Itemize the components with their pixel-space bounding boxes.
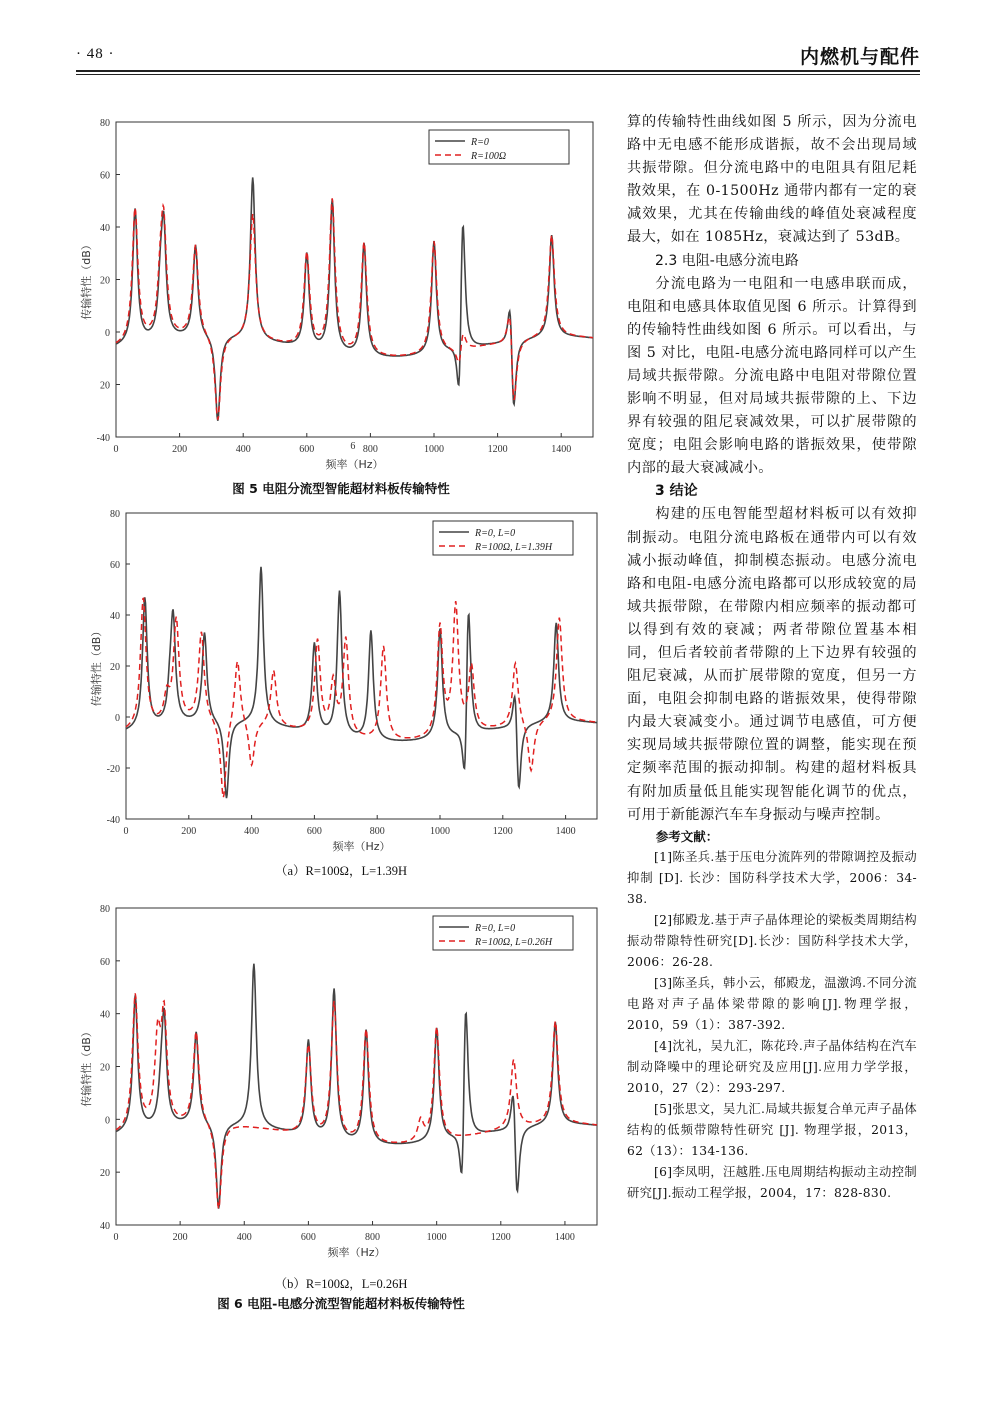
x-tick-label: 600	[306, 826, 322, 837]
legend-label: R=0, L=0	[475, 923, 516, 934]
x-tick-label: 1000	[424, 444, 444, 455]
series-1	[116, 964, 597, 1209]
x-tick-label: 200	[172, 1232, 188, 1243]
y-tick-label: 80	[110, 509, 120, 520]
section-3-heading: 3 结论	[655, 483, 698, 500]
y-tick-label: 20	[100, 380, 110, 392]
y-axis-label: 传输特性（dB）	[90, 625, 103, 707]
legend-label: R=100Ω, L=0.26H	[475, 937, 553, 948]
x-tick-label: 400	[235, 444, 251, 455]
x-tick-label: 600	[300, 1232, 316, 1243]
x-tick-label: 400	[244, 826, 260, 837]
figure-6b-subcaption: （b）R=100Ω，L=0.26H	[274, 1277, 408, 1291]
series-1	[116, 177, 593, 420]
y-tick-label: 60	[100, 170, 110, 182]
series-2	[126, 598, 597, 797]
reference-6: [6]李凤明，汪越胜.压电周期结构振动主动控制研究[J].振动工程学报，2004，17：828-830.	[627, 1164, 917, 1200]
legend-label: R=100Ω	[471, 151, 507, 162]
y-tick-label: 20	[100, 275, 110, 287]
x-tick-label: 800	[365, 1232, 381, 1243]
paragraph-2: 分流电路为一电阻和一电感串联而成，电阻和电感具体取值见图 6 所示。计算得到的传输特性曲线如图 6 所示。可以看出，与图 5 对比，电阻-电感分流电路同样可以产生局域共振带隙。分流电路中电阻对带隙位置影响不明显，但对局域共振带隙的上、下边界有较强的阻尼衰减效果，可以扩展带隙的宽度；电阻会影响电路的谐振效果，使带隙内部的最大衰减减小。	[627, 275, 917, 477]
journal-name: 内燃机与配件	[799, 46, 920, 68]
series-line	[116, 177, 593, 420]
series-line	[116, 993, 597, 1208]
y-tick-label: -40	[106, 815, 120, 826]
series-line	[126, 567, 597, 798]
figure-5-chart	[76, 112, 606, 474]
figure-6b-chart	[76, 898, 606, 1270]
reference-3: [3]陈圣兵，韩小云，郁殿龙，温激鸿.不同分流电路对声子晶体梁带隙的影响[J].物理学报，2010，59（1）：387-392.	[627, 975, 917, 1032]
page-number: · 48 ·	[76, 46, 115, 62]
legend-label: R=0	[471, 137, 489, 148]
paragraph-3: 构建的压电智能型超材料板可以有效抑制振动。电阻分流电路板在通带内可以有效减小振动峰值，抑制模态振动。电感分流电路和电阻-电感分流电路都可以形成较宽的局域共振带隙，在带隙内相应频率的振动都可以得到有效的衰减；两者带隙位置基本相同，但后者较前者带隙的上下边界有较强的阻尼衰减，从而扩展带隙的宽度，但另一方面，电阻会抑制电路的谐振效果，使得带隙内最大衰减变小。通过调节电感值，可方便实现局域共振带隙位置的调整，能实现在预定频率范围的振动抑制。构建的超材料板具有附加质量低且能实现智能化调节的优点，可用于新能源汽车车身振动与噪声控制。	[627, 506, 917, 823]
plot-frame	[126, 513, 597, 819]
x-tick-label: 800	[362, 444, 378, 455]
figure-6a-subcaption: （a）R=100Ω，L=1.39H	[274, 864, 408, 878]
y-tick-label: 0	[105, 328, 110, 339]
x-tick-label: 1400	[555, 826, 576, 837]
x-tick-label: 0	[113, 1232, 119, 1243]
series-line	[126, 598, 597, 797]
y-tick-label: -40	[96, 433, 110, 444]
x-tick-label: 800	[369, 826, 385, 837]
series-1	[126, 567, 597, 798]
y-tick-label: 40	[100, 1009, 110, 1021]
x-tick-label: 1200	[487, 444, 508, 455]
figure-5	[76, 112, 606, 474]
y-tick-label: 20	[100, 1168, 110, 1180]
legend-label: R=100Ω, L=1.39H	[475, 542, 553, 553]
y-tick-label: 40	[110, 611, 120, 622]
section-2-3-heading: 2.3 电阻-电感分流电路	[655, 252, 799, 269]
legend-label: R=0, L=0	[475, 528, 516, 539]
figure-6b	[76, 898, 606, 1270]
plot-frame	[116, 122, 593, 437]
series-2	[116, 993, 597, 1208]
x-tick-label: 200	[172, 444, 188, 455]
x-tick-label: 0	[113, 444, 119, 455]
series-line	[116, 964, 597, 1209]
y-tick-label: 40	[100, 223, 110, 234]
figure-6-caption: 图 6 电阻-电感分流型智能超材料板传输特性	[217, 1296, 465, 1311]
stray-label: 6	[350, 441, 356, 452]
x-tick-label: 1400	[551, 444, 572, 455]
right-column	[627, 111, 917, 1204]
page-header	[76, 38, 920, 72]
y-tick-label: 80	[100, 904, 110, 915]
x-axis-label: 频率（Hz）	[325, 458, 384, 471]
paragraph-1: 算的传输特性曲线如图 5 所示，因为分流电路中无电感不能形成谐振，故不会出现局域共振带隙。但分流电路中的电阻具有阻尼耗散效果，在 0-1500Hz 通带内都有一定的衰减效果，尤其在传输曲线的峰值处衰减程度最大，如在 1085Hz，衰减达到了 53dB。	[627, 114, 917, 246]
figure-5-caption: 图 5 电阻分流型智能超材料板传输特性	[232, 481, 450, 496]
reference-4: [4]沈礼，吴九汇，陈花玲.声子晶体结构在汽车制动降噪中的理论研究及应用[J].应用力学学报，2010，27（2）：293-297.	[627, 1038, 917, 1095]
x-tick-label: 0	[123, 826, 129, 837]
reference-1: [1]陈圣兵.基于压电分流阵列的带隙调控及振动抑制 [D]. 长沙：国防科学技术大学，2006：34-38.	[627, 849, 917, 906]
x-tick-label: 600	[299, 444, 315, 455]
y-tick-label: 0	[105, 1115, 110, 1127]
figure-6a	[76, 503, 606, 855]
y-tick-label: 40	[100, 1221, 110, 1232]
x-tick-label: 400	[236, 1232, 252, 1243]
x-tick-label: 1000	[430, 826, 450, 837]
figure-6a-chart	[76, 503, 606, 855]
y-axis-label: 传输特性（dB）	[80, 239, 93, 320]
y-tick-label: 60	[110, 560, 120, 571]
y-tick-label: 80	[100, 118, 110, 129]
references-heading: 参考文献：	[655, 828, 719, 844]
y-axis-label: 传输特性（dB）	[80, 1026, 93, 1107]
y-tick-label: 0	[115, 713, 120, 724]
series-2	[116, 198, 593, 419]
y-tick-label: -20	[106, 764, 120, 775]
x-tick-label: 1200	[492, 826, 513, 837]
y-tick-label: 20	[100, 1062, 110, 1074]
reference-5: [5]张思文，吴九汇.局域共振复合单元声子晶体结构的低频带隙特性研究 [J]. 物理学报，2013，62（13）：134-136.	[627, 1101, 917, 1158]
x-tick-label: 1200	[490, 1232, 511, 1243]
plot-frame	[116, 908, 597, 1225]
x-axis-label: 频率（Hz）	[327, 1246, 386, 1259]
header-rule	[76, 70, 920, 72]
y-tick-label: 20	[110, 662, 120, 673]
y-tick-label: 60	[100, 956, 110, 968]
x-tick-label: 1400	[554, 1232, 575, 1243]
x-tick-label: 200	[181, 826, 197, 837]
x-tick-label: 1000	[426, 1232, 447, 1243]
x-axis-label: 频率（Hz）	[332, 840, 391, 853]
header-rule-thin	[76, 74, 920, 75]
series-line	[116, 198, 593, 419]
reference-2: [2]郁殿龙.基于声子晶体理论的梁板类周期结构振动带隙特性研究[D].长沙：国防科学技术大学，2006：26-28.	[627, 912, 917, 969]
